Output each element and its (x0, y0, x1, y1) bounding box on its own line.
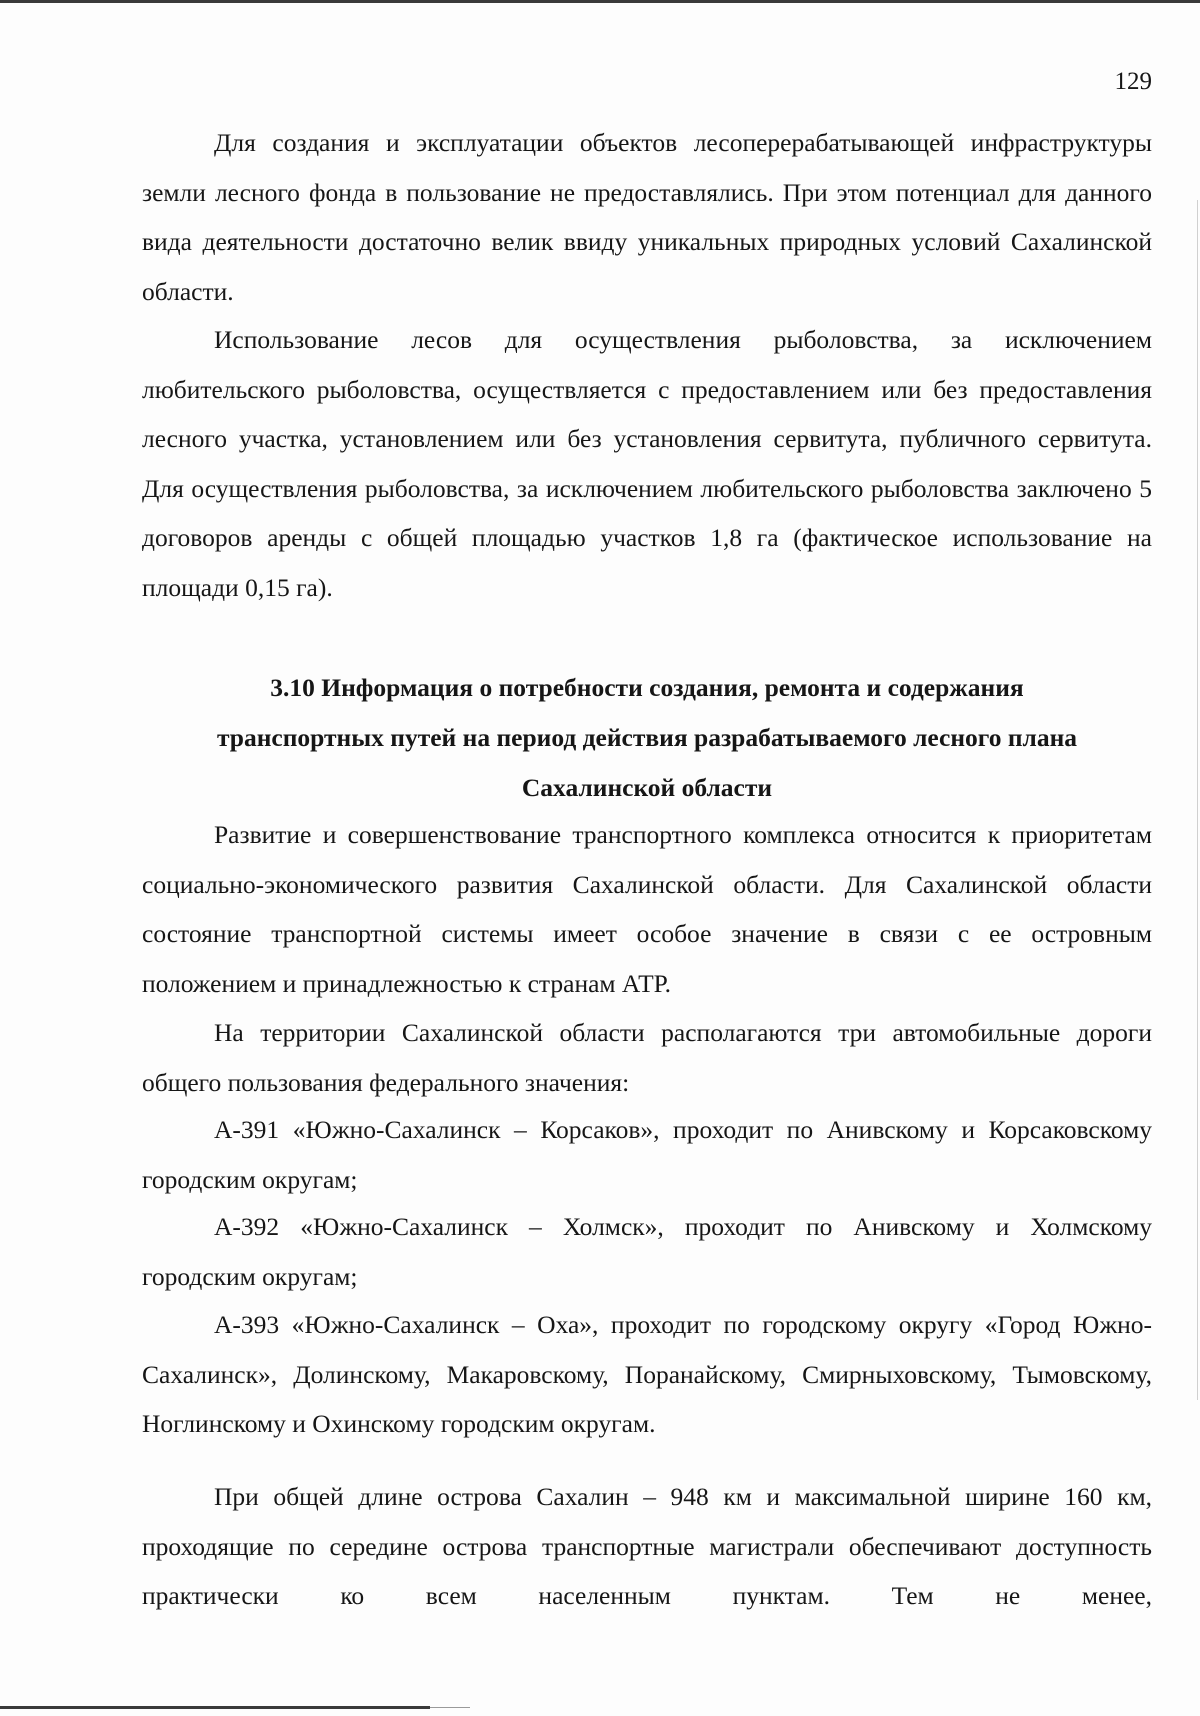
page-number: 129 (1114, 68, 1152, 95)
section-heading-line-2: транспортных путей на период действия разрабатываемого лесного плана (216, 723, 1078, 752)
bottom-scan-edge (0, 1706, 430, 1709)
bottom-scan-edge-thin (430, 1707, 470, 1708)
paragraph-road-a393: А-393 «Южно-Сахалинск – Оха», проходит по городскому округу «Город Южно-Сахалинск», Долинскому, Макаровскому, Поранайскому, Смирныховскому, Тымовскому, Ноглинскому и Охинскому городским округам. (142, 1310, 1152, 1438)
paragraph-transport-development: Развитие и совершенствование транспортного комплекса относится к приоритетам социально-экономического развития Сахалинской области. Для Сахалинской области состояние транспортной системы имеет особое значение в связи с ее островным положением и принадлежностью к странам АТР. (142, 820, 1152, 998)
top-scan-edge (0, 0, 1200, 3)
paragraph-road-a391: А-391 «Южно-Сахалинск – Корсаков», проходит по Анивскому и Корсаковскому городским округам; (142, 1115, 1152, 1194)
paragraph-island-length: При общей длине острова Сахалин – 948 км и максимальной ширине 160 км, проходящие по середине острова транспортные магистрали обеспечивают доступность практически ко всем населенным пунктам. Тем не менее, (142, 1482, 1152, 1610)
section-heading (142, 663, 1152, 813)
right-scan-edge (1197, 200, 1198, 1400)
paragraph-road-a392: А-392 «Южно-Сахалинск – Холмск», проходит по Анивскому и Холмскому городским округам; (142, 1212, 1152, 1291)
paragraph-forest-processing: Для создания и эксплуатации объектов лесоперерабатывающей инфраструктуры земли лесного фонда в пользование не предоставлялись. При этом потенциал для данного вида деятельности достаточно велик ввиду уникальных природных условий Сахалинской области. (142, 128, 1152, 306)
section-heading-line-1: 3.10 Информация о потребности создания, ремонта и содержания (270, 673, 1024, 702)
paragraph-fishing-use: Использование лесов для осуществления рыболовства, за исключением любительского рыболовства, осуществляется с предоставлением или без предоставления лесного участка, установлением или без установления сервитута, публичного сервитута. Для осуществления рыболовства, за исключением любительского рыболовства заключено 5 договоров аренды с общей площадью участков 1,8 га (фактическое использование на площади 0,15 га). (142, 325, 1152, 602)
paragraph-federal-roads-intro: На территории Сахалинской области располагаются три автомобильные дороги общего пользования федерального значения: (142, 1018, 1152, 1097)
section-heading-line-3: Сахалинской области (521, 773, 773, 802)
